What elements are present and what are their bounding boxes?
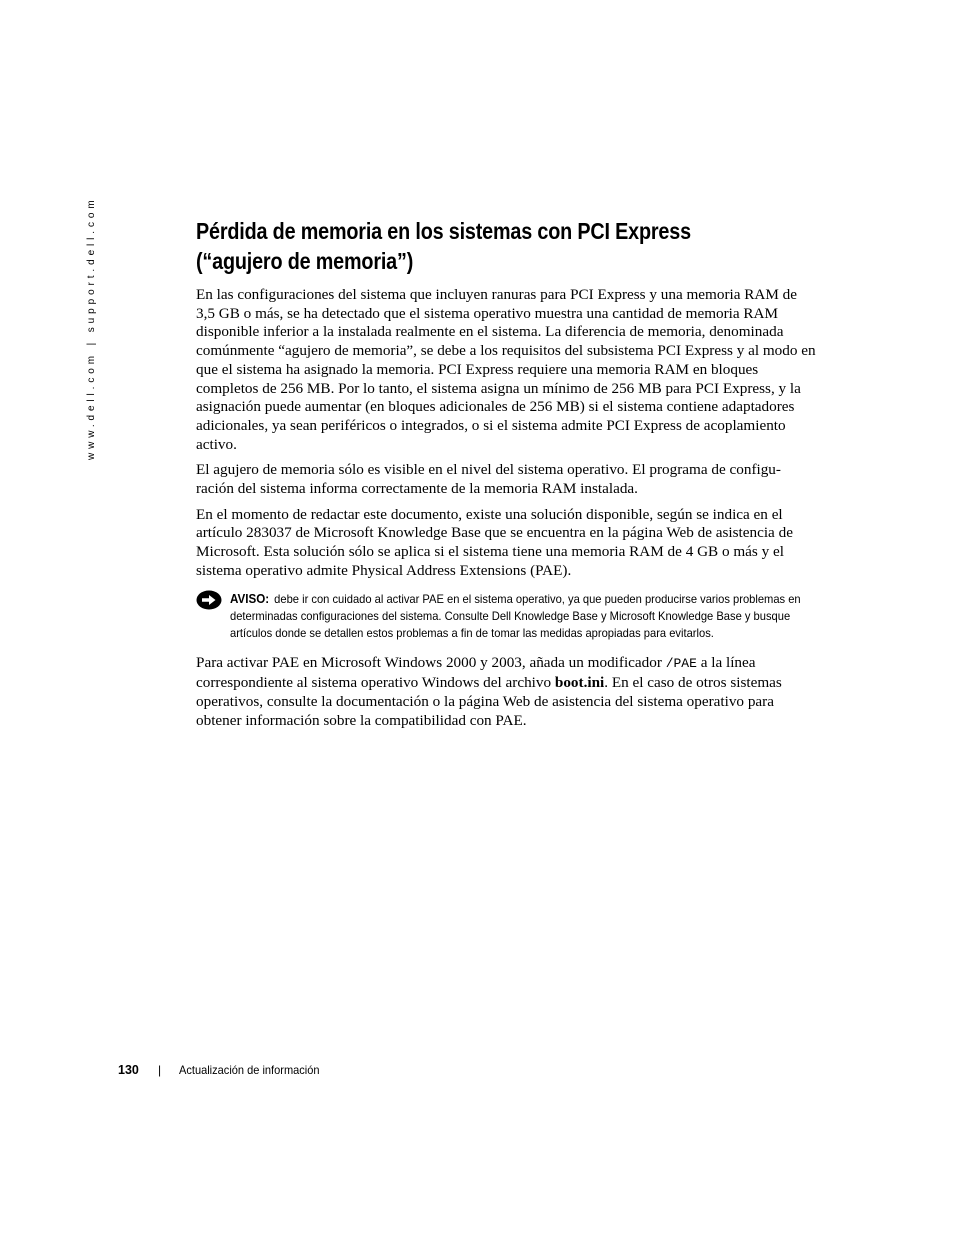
- paragraph-os-level: El agujero de memoria sólo es visible en el nivel del sistema operativo. El programa de configu-ración del sistema informa correctamente de la memoria RAM instalada.: [196, 461, 781, 498]
- main-content: [196, 216, 816, 737]
- paragraph-activate-pae-text-2: a la línea correspondiente al sistema operativo Windows del archivo: [196, 654, 756, 692]
- section-heading: [196, 216, 815, 276]
- notice-body: debe ir con cuidado al activar PAE en el sistema operativo, ya que pueden producirse varios problemas en determinadas configuraciones del sistema. Consulte Dell Knowledge Base y Microsoft Knowledge Base y busque artículos donde se detallen estos problemas a fin de tomar las medidas apropiadas para evitarlos.: [230, 591, 801, 641]
- footer-separator: |: [158, 1063, 162, 1077]
- section-heading-line-2: (“agujero de memoria”): [196, 248, 414, 274]
- paragraph-activate-pae-text-3: . En el caso de otros sistemas operativos, consulte la documentación o la página Web de asistencia del sistema operativo para obtener información sobre la compatibilidad con PAE.: [196, 674, 782, 729]
- footer-section-title: Actualización de información: [179, 1063, 320, 1077]
- paragraph-activate-pae-text-1: Para activar PAE en Microsoft Windows 2000 y 2003, añada un modificador: [196, 654, 666, 672]
- notice-label: AVISO:: [230, 591, 270, 606]
- paragraph-activate-pae: [196, 654, 816, 730]
- paragraph-solution: En el momento de redactar este documento, existe una solución disponible, según se indica en el artículo 283037 de Microsoft Knowledge Base que se encuentra en la página Web de asistencia de Microsoft. Esta solución sólo se aplica si el sistema tiene una memoria RAM de 4 GB o más y el sistema operativo admite Physical Address Extensions (PAE).: [196, 505, 793, 579]
- notice-arrow-icon: [196, 590, 222, 610]
- page-number: 130: [118, 1063, 139, 1077]
- boot-ini-filename: boot.ini: [554, 674, 605, 692]
- paragraph-memory-hole: En las configuraciones del sistema que incluyen ranuras para PCI Express y una memoria RAM de 3,5 GB o más, se ha detectado que el sistema operativo muestra una cantidad de memoria RAM disponible inferior a la instalada realmente en el sistema. La diferencia de memoria, denominada comúnmente “agujero de memoria”, se debe a los requisitos del subsistema PCI Express y al modo en que el sistema ha asignado la memoria. PCI Express requiere una memoria RAM en bloques completos de 256 MB. Por lo tanto, el sistema asigna un mínimo de 256 MB para PCI Express, y la asignación puede aumentar (en bloques adicionales de 256 MB) si el sistema contiene adaptadores adicionales, ya sean periféricos o integrados, o si el sistema admite PCI Express de acoplamiento activo.: [196, 286, 816, 453]
- notice-box: [196, 591, 816, 643]
- section-heading-line-1: Pérdida de memoria en los sistemas con PCI Express: [196, 218, 691, 244]
- sidebar-url: www.dell.com | support.dell.com: [86, 196, 97, 460]
- notice-text-block: [230, 591, 807, 643]
- pae-switch-code: /PAE: [665, 656, 697, 672]
